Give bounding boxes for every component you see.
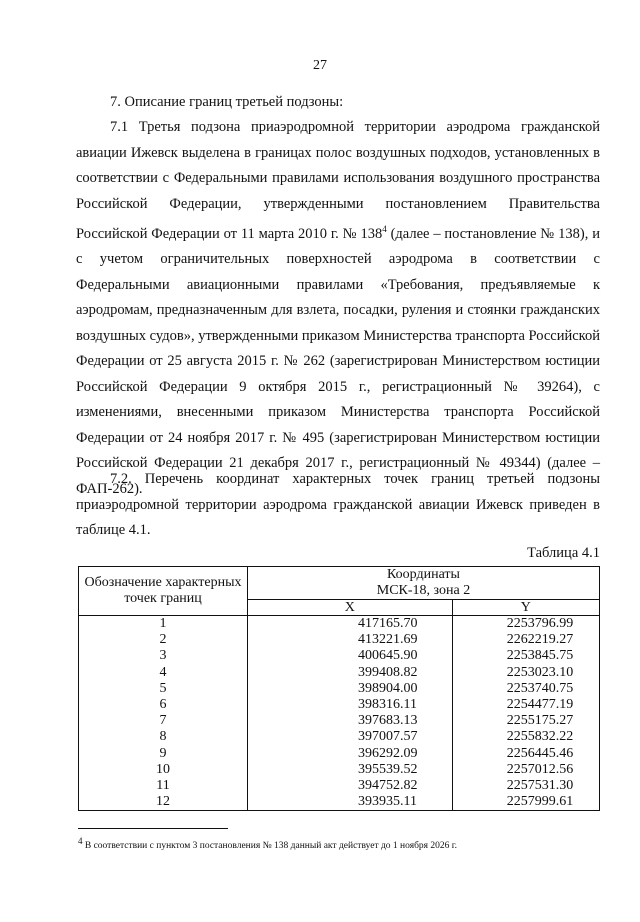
coord-x: 394752.82 [248, 778, 453, 794]
footnote-ref[interactable]: 4 [382, 224, 387, 234]
coord-x: 393935.11 [248, 794, 453, 811]
col-header-point: Обозначение характерных точек границ [79, 567, 248, 616]
coord-y: 2253845.75 [452, 648, 599, 664]
table-row [79, 713, 600, 729]
table-row [79, 681, 600, 697]
coords-header-line2: МСК-18, зона 2 [376, 583, 471, 598]
coord-x: 399408.82 [248, 665, 453, 681]
point-number: 5 [79, 681, 248, 697]
coord-x: 398904.00 [248, 681, 453, 697]
coord-y: 2257999.61 [452, 794, 599, 811]
coordinates-table [78, 566, 600, 811]
paragraph-7-1 [76, 115, 600, 502]
footnote-marker: 4 [78, 836, 83, 846]
section-heading: 7. Описание границ третьей подзоны: [110, 94, 344, 110]
table-row [79, 648, 600, 664]
point-number: 3 [79, 648, 248, 664]
coord-x: 397683.13 [248, 713, 453, 729]
coord-y: 2254477.19 [452, 697, 599, 713]
coord-y: 2253740.75 [452, 681, 599, 697]
page-number: 27 [313, 58, 327, 73]
footnote [78, 836, 457, 851]
footnote-divider [78, 828, 228, 829]
paragraph-7-1-text: 7.1 Третья подзона приаэродромной территории аэродрома гражданской авиации Ижевск выделена в границах полос воздушных подходов, установленных в соответствии с Федеральными правилами использования воздушного пространства Российской Федерации, утвержденными постановлением Правительства Российской Федерации от 11 марта 2010 г. № 138 [76, 119, 600, 242]
paragraph-7-1-text-cont: (далее – постановление № 138), и с учетом ограничительных поверхностей аэродрома в соответствии с Федеральными авиационными правилами «Требования, предъявляемые к аэродромам, предназначенным для взлета, посадки, руления и стоянки гражданских воздушных судов», утвержденными приказом Министерства транспорта Российской Федерации от 25 августа 2015 г. № 262 (зарегистрирован Министерством юстиции Российской Федерации 9 октября 2015 г., регистрационный № 39264), с изменениями, внесенными приказом Министерства транспорта Российской Федерации от 24 ноября 2017 г. № 495 (зарегистрирован Министерством юстиции Российской Федерации 21 декабря 2017 г., регистрационный № 49344) (далее – ФАП-262). [76, 225, 600, 497]
coord-y: 2262219.27 [452, 632, 599, 648]
table-row [79, 778, 600, 794]
coord-x: 413221.69 [248, 632, 453, 648]
point-number: 11 [79, 778, 248, 794]
coord-y: 2253023.10 [452, 665, 599, 681]
table-row [79, 632, 600, 648]
point-number: 4 [79, 665, 248, 681]
coord-x: 398316.11 [248, 697, 453, 713]
table-row [79, 762, 600, 778]
table-row [79, 794, 600, 811]
col-header-y: Y [452, 600, 599, 616]
footnote-text: В соответствии с пунктом 3 постановления № 138 данный акт действует до 1 ноября 2026 г. [82, 841, 457, 852]
coord-y: 2256445.46 [452, 746, 599, 762]
coord-y: 2255175.27 [452, 713, 599, 729]
coord-x: 396292.09 [248, 746, 453, 762]
coord-y: 2253796.99 [452, 616, 599, 633]
point-number: 6 [79, 697, 248, 713]
coord-x: 417165.70 [248, 616, 453, 633]
coord-x: 395539.52 [248, 762, 453, 778]
table-row [79, 697, 600, 713]
point-number: 10 [79, 762, 248, 778]
coord-x: 397007.57 [248, 729, 453, 745]
paragraph-7-2: 7.2. Перечень координат характерных точек границ третьей подзоны приаэродромной территории аэродрома гражданской авиации Ижевск приведен в таблице 4.1. [76, 471, 600, 538]
point-number: 7 [79, 713, 248, 729]
point-number: 8 [79, 729, 248, 745]
coords-header-line1: Координаты [387, 567, 460, 582]
coord-y: 2257012.56 [452, 762, 599, 778]
table-row [79, 746, 600, 762]
coord-y: 2257531.30 [452, 778, 599, 794]
point-number: 9 [79, 746, 248, 762]
table-caption: Таблица 4.1 [527, 545, 600, 561]
table-row [79, 729, 600, 745]
col-header-coords [248, 567, 600, 600]
point-number: 2 [79, 632, 248, 648]
col-header-x: X [248, 600, 453, 616]
coord-y: 2255832.22 [452, 729, 599, 745]
point-number: 1 [79, 616, 248, 633]
table-row [79, 665, 600, 681]
point-number: 12 [79, 794, 248, 811]
table-row [79, 616, 600, 633]
coord-x: 400645.90 [248, 648, 453, 664]
